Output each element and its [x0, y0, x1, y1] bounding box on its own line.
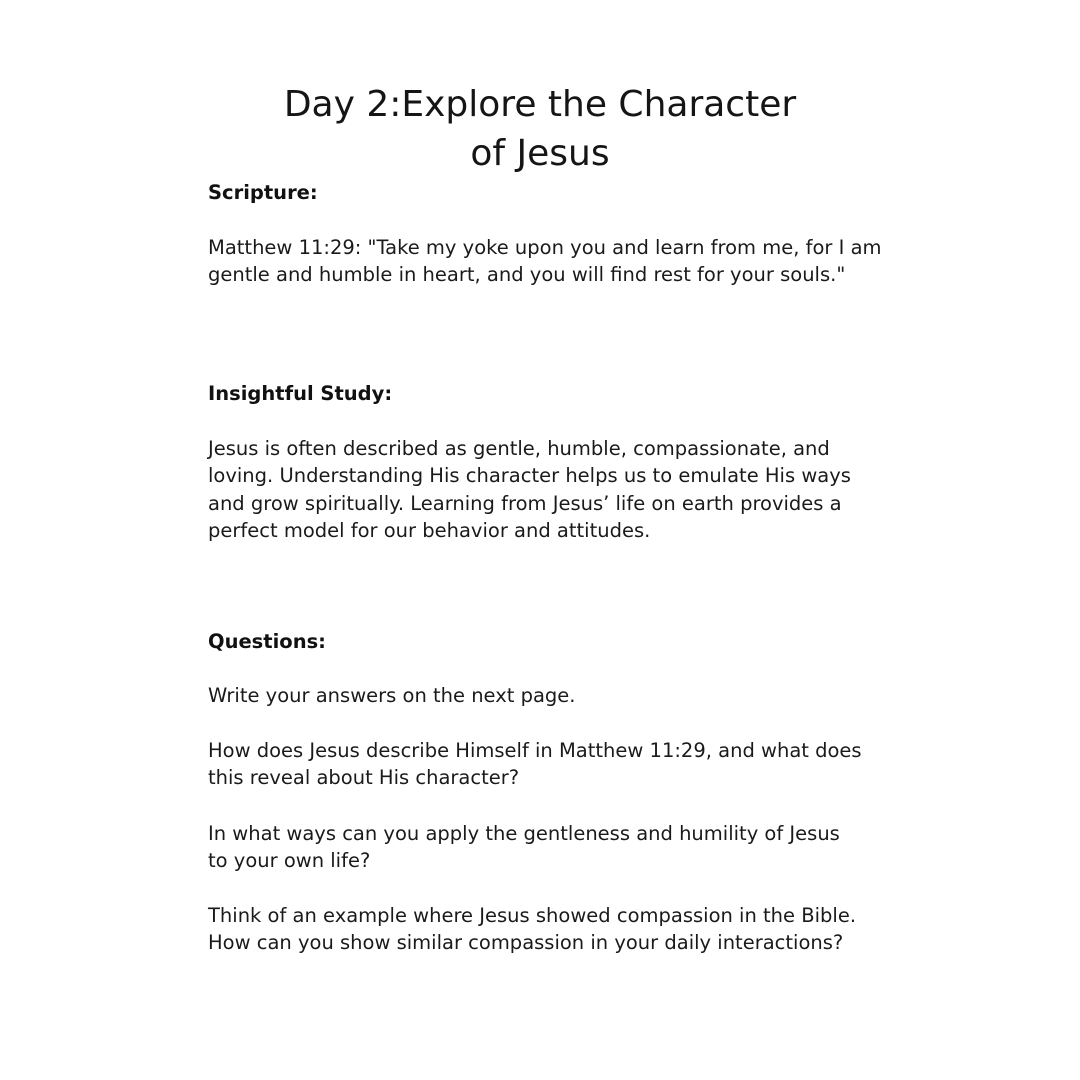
question-line: How does Jesus describe Himself in Matthew 11:29, and what does: [208, 739, 862, 762]
page-title-line-1: Day 2:Explore the Character: [283, 84, 797, 125]
question-line: to your own life?: [208, 849, 371, 873]
question-2: [208, 820, 888, 875]
questions-heading: Questions:: [208, 630, 326, 653]
questions-instruction: [208, 682, 888, 709]
scripture-heading: Scripture:: [208, 181, 318, 204]
study-line: Jesus is often described as gentle, humble, compassionate, and: [208, 437, 830, 460]
question-line: In what ways can you apply the gentleness and humility of Jesus: [208, 822, 840, 845]
scripture-line: gentle and humble in heart, and you will find rest for your souls.": [208, 263, 846, 287]
study-line: and grow spiritually. Learning from Jesus’ life on earth provides a: [208, 491, 842, 515]
question-line: Think of an example where Jesus showed compassion in the Bible.: [208, 904, 857, 927]
study-line: loving. Understanding His character helps us to emulate His ways: [208, 464, 851, 488]
study-line: perfect model for our behavior and attitudes.: [208, 519, 651, 543]
scripture-line: Matthew 11:29: "Take my yoke upon you and learn from me, for I am: [208, 236, 882, 259]
question-1: [208, 737, 888, 792]
page-title-line-2: of Jesus: [470, 133, 610, 174]
study-heading: Insightful Study:: [208, 382, 393, 405]
question-3: [208, 902, 888, 957]
scripture-text: [208, 234, 888, 289]
page-title: [0, 80, 1080, 178]
instruction-line: Write your answers on the next page.: [208, 684, 576, 707]
question-line: this reveal about His character?: [208, 766, 520, 790]
study-text: [208, 435, 888, 545]
question-line: How can you show similar compassion in your daily interactions?: [208, 931, 844, 955]
